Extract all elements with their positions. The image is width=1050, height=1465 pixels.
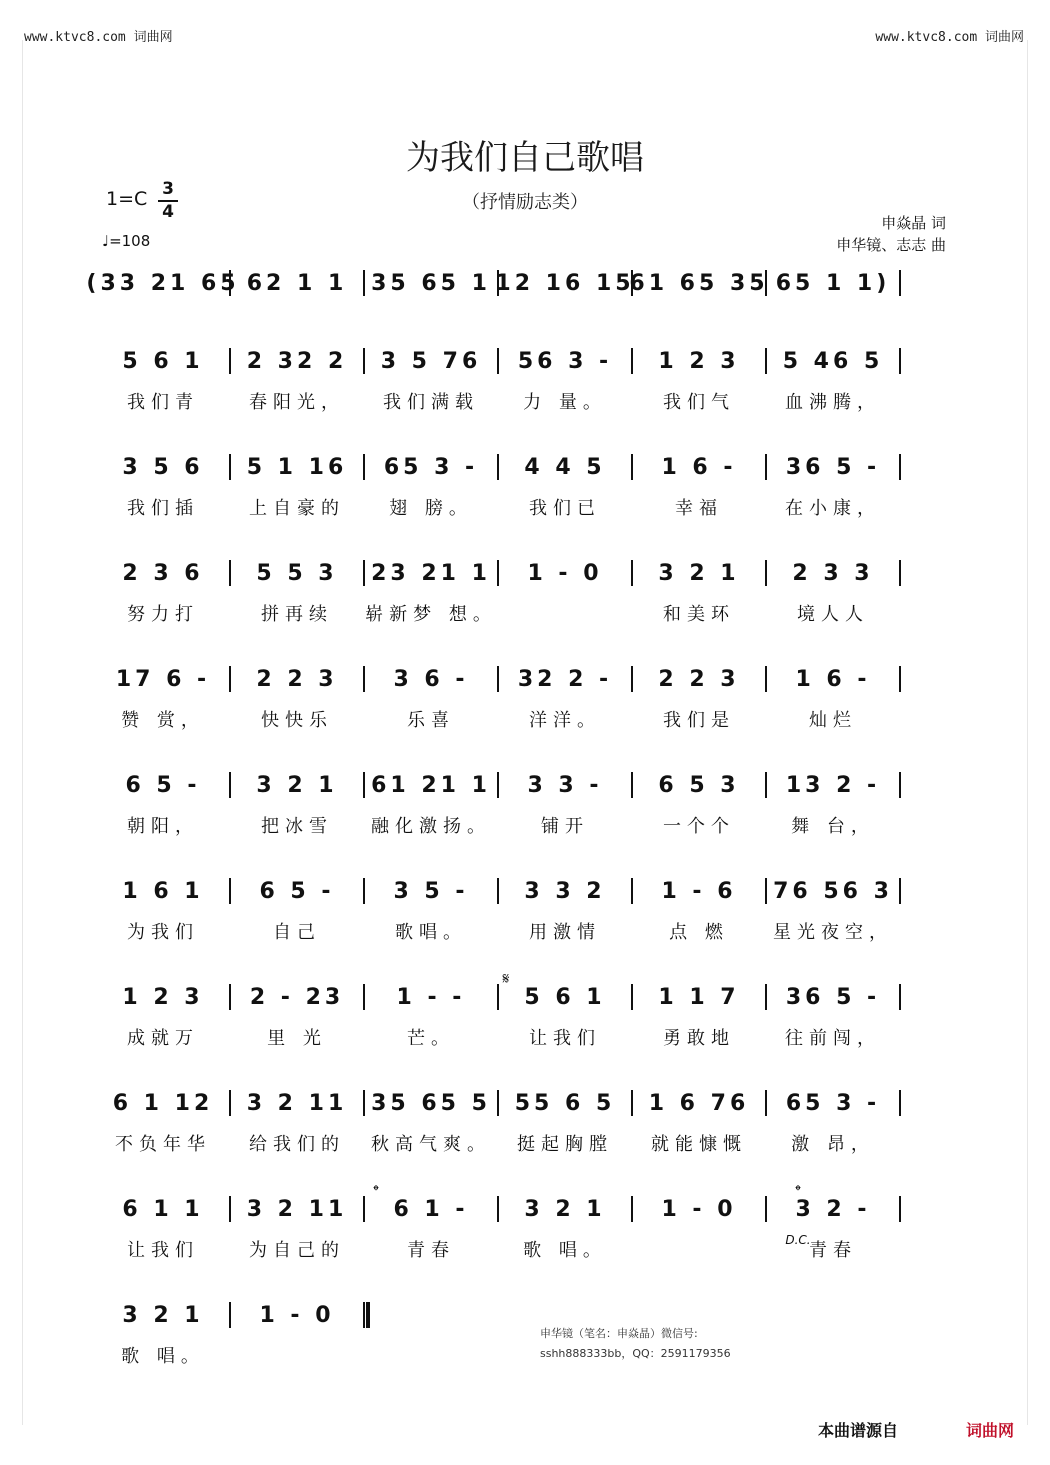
measure-lyric: 春阳光，: [249, 392, 345, 413]
measure-notes: 65 3 -: [785, 1091, 881, 1116]
measure-notes: 3 3 -: [527, 773, 603, 798]
measure-notes: 4 4 5: [524, 455, 606, 480]
measure-notes: 2 2 3: [256, 667, 338, 692]
measure-lyric: 成就万: [127, 1028, 199, 1049]
segno-sign: 𝄋: [502, 969, 510, 988]
measure-notes: 1 - 6: [661, 879, 737, 904]
measure-notes: 23 21 1: [371, 561, 491, 586]
measure-lyric: 幸福: [675, 498, 723, 519]
measure-lyric: 境人人: [797, 604, 869, 625]
measure-notes: 3 3 2: [524, 879, 606, 904]
measure-notes: 17 6 -: [115, 667, 211, 692]
score-layer: [86, 270, 900, 1367]
measure-lyric: 洋洋。: [529, 710, 601, 731]
measure-lyric: 一个个: [663, 816, 735, 837]
contact-line-2: sshh888333bb，QQ：2591179356: [540, 1347, 731, 1360]
measure-lyric: 往前闯，: [785, 1028, 881, 1049]
time-numerator: 3: [162, 179, 174, 199]
measure-notes: 35 65 5: [371, 1091, 491, 1116]
measure-notes: 13 2 -: [785, 773, 881, 798]
measure-notes: 1 2 3: [658, 349, 740, 374]
measure-notes: 1 - 0: [661, 1197, 737, 1222]
measure-notes: 56 3 -: [517, 349, 613, 374]
header-site-url-right[interactable]: www.ktvc8.com 词曲网: [875, 30, 1024, 45]
measure-lyric: 芒。: [407, 1028, 455, 1049]
measure-lyric: 秋高气爽。: [371, 1134, 491, 1155]
measure-notes: 2 - 23: [249, 985, 345, 1010]
measure-notes: 1 - 0: [259, 1303, 335, 1328]
measure-lyric: 舞 台，: [791, 816, 875, 837]
measure-notes: 1 6 1: [122, 879, 204, 904]
measure-lyric: 歌唱。: [395, 922, 467, 943]
measure-notes: 12 16 15: [495, 271, 635, 296]
measure-lyric: 星光夜空，: [773, 922, 893, 943]
time-denominator: 4: [162, 202, 174, 222]
measure-lyric: 挺起胸膛: [517, 1134, 613, 1155]
measure-lyric: 融化激扬。: [371, 816, 491, 837]
measure-lyric: 歌 唱。: [121, 1346, 205, 1367]
measure-notes: 6 5 -: [125, 773, 201, 798]
measure-notes: 2 32 2: [246, 349, 348, 374]
measure-lyric: 朝阳，: [127, 816, 199, 837]
measure-notes: 3 2 1: [256, 773, 338, 798]
measure-notes: 6 1 1: [122, 1197, 204, 1222]
measure-notes: 3 6 -: [393, 667, 469, 692]
measure-notes: 62 1 1: [246, 271, 348, 296]
measure-notes: 1 6 -: [661, 455, 737, 480]
measure-notes: 3 5 -: [393, 879, 469, 904]
measure-lyric: 为自己的: [249, 1240, 345, 1261]
song-subtitle: （抒情励志类）: [462, 192, 588, 213]
measure-notes: 6 5 -: [259, 879, 335, 904]
measure-lyric: 我们青: [127, 392, 199, 413]
measure-notes: 1 6 -: [795, 667, 871, 692]
measure-lyric: 快快乐: [261, 710, 333, 731]
measure-notes: 36 5 -: [785, 985, 881, 1010]
measure-lyric: 努力打: [127, 604, 199, 625]
measure-lyric: 在小康，: [785, 498, 881, 519]
dc-mark: D.C.: [785, 1233, 811, 1247]
measure-lyric: 歌 唱。: [523, 1240, 607, 1261]
coda-sign-1: 𝄌: [373, 1181, 379, 1200]
measure-lyric: 我们已: [529, 498, 601, 519]
contact-info: [540, 1324, 731, 1364]
measure-lyric: 勇敢地: [663, 1028, 735, 1049]
measure-lyric: 里 光: [267, 1028, 327, 1049]
key-signature: 1=C: [106, 188, 148, 210]
lyricist-credit: 申焱晶 词: [881, 214, 946, 232]
measure-notes: 35 65 1: [371, 271, 491, 296]
measure-lyric: 给我们的: [249, 1134, 345, 1155]
measure-notes: 2 3 6: [122, 561, 204, 586]
measure-notes: 3 2 11: [246, 1197, 348, 1222]
measure-notes: 3 5 76: [380, 349, 482, 374]
measure-lyric: 赞 赏，: [121, 710, 205, 731]
coda-sign-2: 𝄌: [795, 1181, 801, 1200]
measure-lyric: 就能慷慨: [651, 1134, 747, 1155]
measure-notes: 65 1 1): [775, 271, 891, 296]
measure-lyric: 让我们: [127, 1240, 199, 1261]
measure-notes: 61 21 1: [371, 773, 491, 798]
measure-lyric: 我们插: [127, 498, 199, 519]
source-label: 本曲谱源自: [818, 1421, 899, 1440]
measure-lyric: 乐喜: [407, 710, 455, 731]
measure-lyric: 我们是: [663, 710, 735, 731]
measure-notes: 2 2 3: [658, 667, 740, 692]
measure-notes: 5 5 3: [256, 561, 338, 586]
measure-notes: 3 2 1: [524, 1197, 606, 1222]
tempo-marking: ♩=108: [102, 232, 151, 250]
measure-notes: 5 6 1: [122, 349, 204, 374]
measure-lyric: 青春: [407, 1240, 455, 1261]
measure-notes: 5 6 1: [524, 985, 606, 1010]
measure-notes: 2 3 3: [792, 561, 874, 586]
measure-lyric: 上自豪的: [249, 498, 345, 519]
composer-credit: 申华镜、志志 曲: [836, 236, 946, 254]
measure-lyric: 青春: [809, 1240, 857, 1261]
measure-notes: 3 2 11: [246, 1091, 348, 1116]
measure-notes: 1 - 0: [527, 561, 603, 586]
measure-lyric: 为我们: [127, 922, 199, 943]
measure-notes: 65 3 -: [383, 455, 479, 480]
measure-notes: 3 2 -: [795, 1197, 871, 1222]
measure-lyric: 把冰雪: [261, 816, 333, 837]
measure-lyric: 铺开: [541, 816, 589, 837]
measure-notes: 5 46 5: [782, 349, 884, 374]
measure-notes: 3 2 1: [122, 1303, 204, 1328]
measure-lyric: 不负年华: [115, 1134, 211, 1155]
measure-notes: 6 1 -: [393, 1197, 469, 1222]
measure-lyric: 我们气: [663, 392, 735, 413]
measure-notes: 32 2 -: [517, 667, 613, 692]
measure-notes: 6 5 3: [658, 773, 740, 798]
measure-notes: (33 21 65: [86, 271, 240, 296]
measure-lyric: 自己: [273, 922, 321, 943]
measure-lyric: 崭新梦 想。: [365, 604, 497, 625]
measure-lyric: 翅 膀。: [389, 498, 473, 519]
measure-notes: 55 6 5: [514, 1091, 616, 1116]
measure-notes: 1 6 76: [648, 1091, 750, 1116]
measure-notes: 61 65 35: [629, 271, 769, 296]
measure-lyric: 拼再续: [261, 604, 333, 625]
measure-notes: 5 1 16: [246, 455, 348, 480]
measure-lyric: 点 燃: [669, 922, 729, 943]
measure-lyric: 力 量。: [523, 392, 607, 413]
measure-lyric: 让我们: [529, 1028, 601, 1049]
measure-notes: 1 2 3: [122, 985, 204, 1010]
measure-notes: 3 2 1: [658, 561, 740, 586]
source-site-link[interactable]: 词曲网: [966, 1421, 1015, 1440]
measure-notes: 3 5 6: [122, 455, 204, 480]
measure-lyric: 灿烂: [809, 710, 857, 731]
measure-notes: 1 - -: [396, 985, 466, 1010]
measure-lyric: 用激情: [529, 922, 601, 943]
measure-lyric: 血沸腾，: [785, 392, 881, 413]
measure-notes: 6 1 12: [112, 1091, 214, 1116]
song-title: 为我们自己歌唱: [406, 138, 644, 178]
header-site-url-left[interactable]: www.ktvc8.com 词曲网: [24, 30, 173, 45]
measure-lyric: 和美环: [663, 604, 735, 625]
measure-notes: 36 5 -: [785, 455, 881, 480]
contact-line-1: 申华镜（笔名：申焱晶）微信号:: [540, 1327, 698, 1340]
measure-lyric: 激 昂，: [791, 1134, 875, 1155]
measure-lyric: 我们满载: [383, 392, 479, 413]
measure-notes: 1 1 7: [658, 985, 740, 1010]
measure-notes: 76 56 3: [773, 879, 893, 904]
